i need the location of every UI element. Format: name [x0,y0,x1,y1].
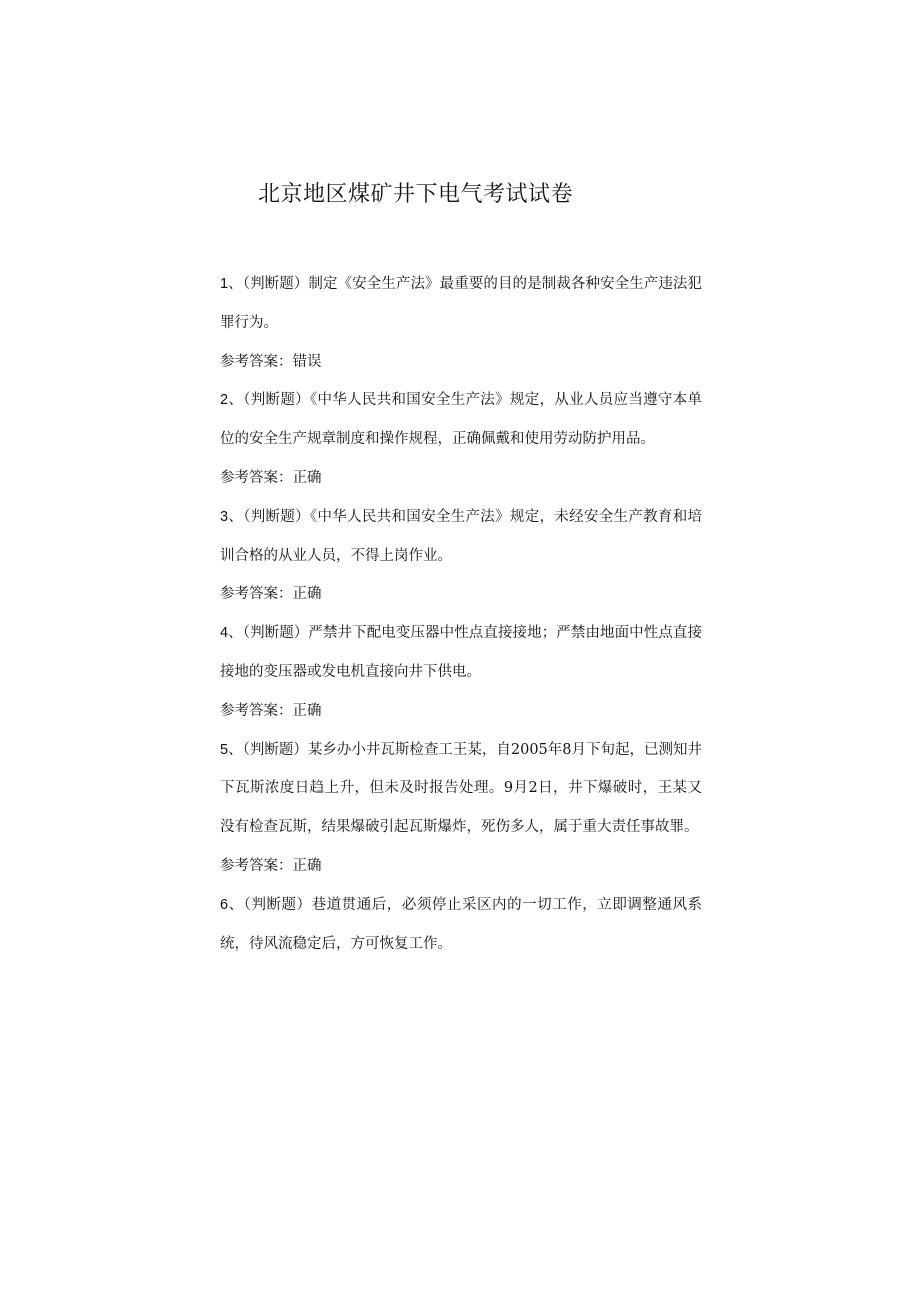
question-type: （判断题） [242,276,309,292]
answer-label: 参考答案： [220,586,293,603]
question-item [220,886,702,964]
question-number: 3 [220,508,229,525]
question-number: 1 [220,276,229,292]
question-number: 5 [220,741,229,758]
question-separator: 、 [228,276,243,292]
question-list [220,265,702,963]
question-text: 制定《安全生产法》最重要的目的是制裁各种安全生产违法犯罪行为。 [220,276,703,331]
question-type: （判断题） [243,896,312,913]
question-type: （判断题） [242,741,308,758]
question-type: （判断题） [242,625,309,642]
question-item [220,614,702,692]
question-text: 巷道贯通后，必须停止采区内的一切工作，立即调整通风系统，待风流稳定后，方可恢复工作。 [220,896,703,952]
question-type: （判断题） [243,392,310,409]
question-separator: 、 [228,392,244,409]
answer-line [220,847,702,886]
answer-line [220,459,702,498]
answer-label: 参考答案： [220,857,293,874]
answer-value: 正确 [292,469,322,486]
question-text: 严禁井下配电变压器中性点直接接地；严禁由地面中性点直接接地的变压器或发电机直接向井下供电。 [220,625,703,680]
question-item [220,731,702,847]
question-text: 某乡办小井瓦斯检查工王某，自2005年8月下旬起，已测知井下瓦斯浓度日趋上升，但未及时报告处理。9月2日，井下爆破时，王某又没有检查瓦斯，结果爆破引起瓦斯爆炸，死伤多人，属于重大责任事故罪。 [220,741,703,836]
question-item [220,381,702,459]
question-text: 《中华人民共和国安全生产法》规定，未经安全生产教育和培训合格的从业人员，不得上岗作业。 [220,508,703,564]
question-number: 4 [220,625,229,642]
answer-value: 错误 [292,353,322,370]
answer-line [220,575,702,614]
question-separator: 、 [228,508,244,525]
answer-value: 正确 [292,857,322,874]
answer-line [220,692,702,731]
question-separator: 、 [228,625,243,642]
answer-value: 正确 [292,702,322,719]
question-separator: 、 [228,896,244,913]
answer-line [220,343,702,382]
question-number: 6 [220,896,229,913]
question-type: （判断题） [243,508,310,525]
answer-label: 参考答案： [220,353,293,370]
page-title: 北京地区煤矿井下电气考试试卷 [258,182,574,207]
question-text: 《中华人民共和国安全生产法》规定，从业人员应当遵守本单位的安全生产规章制度和操作规程，正确佩戴和使用劳动防护用品。 [220,392,703,448]
answer-label: 参考答案： [220,702,293,719]
question-separator: 、 [228,741,243,758]
question-item [220,498,702,576]
question-number: 2 [220,392,229,409]
answer-label: 参考答案： [220,469,293,486]
answer-value: 正确 [292,586,322,603]
question-item [220,265,702,343]
